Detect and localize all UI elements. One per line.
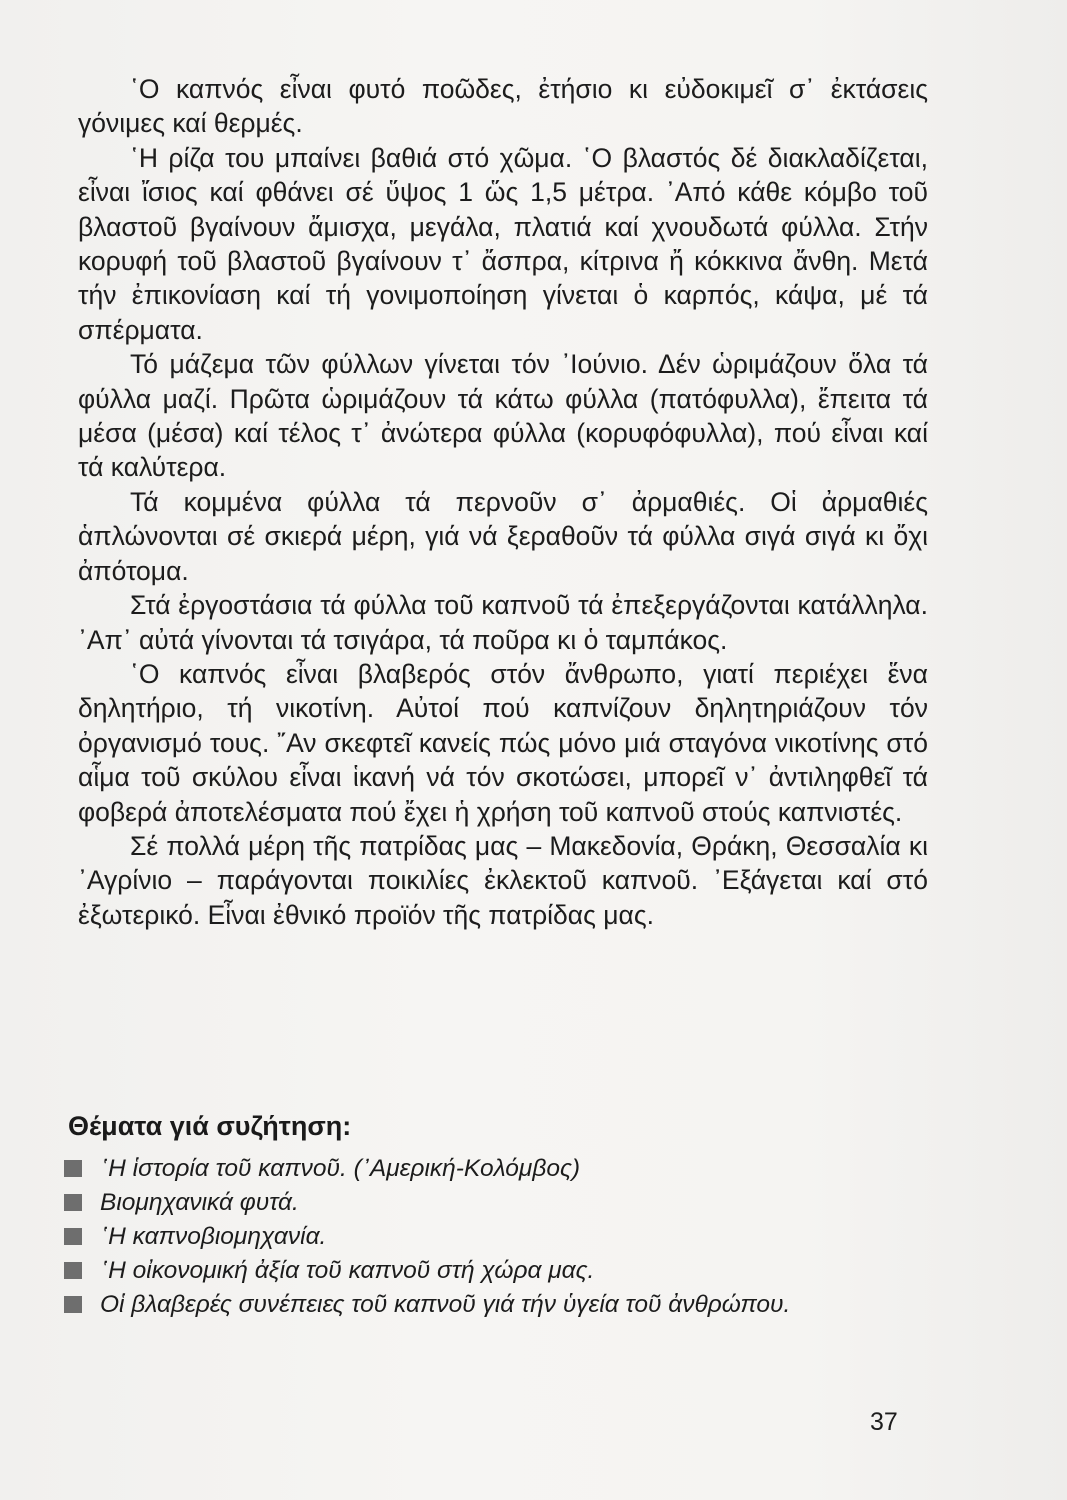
discussion-topics-list xyxy=(62,1152,922,1322)
paragraph-intro: ῾Ο καπνός εἶναι φυτό ποῶδες, ἐτήσιο κι εὐδοκιμεῖ σ᾽ ἐκτάσεις γόνιμες καί θερμές. xyxy=(78,74,928,139)
list-item xyxy=(62,1152,922,1186)
paragraph-regions: Σέ πολλά μέρη τῆς πατρίδας μας – Μακεδονία, Θράκη, Θεσσαλία κι ᾽Αγρίνιο – παράγονται ποικιλίες ἐκλεκτοῦ καπνοῦ. ᾽Εξάγεται καί στό ἐξωτερικό. Εἶναι ἐθνικό προϊόν τῆς πατρίδας μας. xyxy=(78,830,928,930)
square-bullet-icon xyxy=(64,1296,82,1313)
list-item xyxy=(62,1288,922,1322)
page-number: 37 xyxy=(870,1408,898,1436)
square-bullet-icon xyxy=(64,1262,82,1279)
list-item xyxy=(62,1254,922,1288)
paragraph-plant-description: ῾Η ρίζα του μπαίνει βαθιά στό χῶμα. ῾Ο βλαστός δέ διακλαδίζεται, εἶναι ἴσιος καί φθάνει σέ ὕψος 1 ὥς 1,5 μέτρα. ᾽Από κάθε κόμβο τοῦ βλαστοῦ βγαίνουν ἄμισχα, μεγάλα, πλατιά καί χνουδωτά φύλλα. Στήν κορυφή τοῦ βλαστοῦ βγαίνουν τ᾽ ἄσπρα, κίτρινα ἤ κόκκινα ἄνθη. Μετά τήν ἐπικονίαση καί τή γονιμοποίηση γίνεται ὁ καρπός, κάψα, μέ τά σπέρματα. xyxy=(78,142,928,345)
topic-text: Οἱ βλαβερές συνέπειες τοῦ καπνοῦ γιά τήν ὑγεία τοῦ ἀνθρώπου. xyxy=(100,1291,791,1318)
paragraph-drying: Τά κομμένα φύλλα τά περνοῦν σ᾽ ἀρμαθιές. Οἱ ἀρμαθιές ἁπλώνονται σέ σκιερά μέρη, γιά νά ξεραθοῦν τά φύλλα σιγά σιγά κι ὄχι ἀπότομα. xyxy=(78,486,928,586)
square-bullet-icon xyxy=(64,1160,82,1177)
square-bullet-icon xyxy=(64,1228,82,1245)
topic-text: Βιομηχανικά φυτά. xyxy=(100,1189,299,1216)
paragraph-harm: ῾Ο καπνός εἶναι βλαβερός στόν ἄνθρωπο, γιατί περιέχει ἕνα δηλητήριο, τή νικοτίνη. Αὐτοί πού καπνίζουν δηλητηριάζουν τόν ὀργανισμό τους. ῎Αν σκεφτεῖ κανείς πώς μόνο μιά σταγόνα νικοτίνης στό αἷμα τοῦ σκύλου εἶναι ἱκανή νά τόν σκοτώσει, μπορεῖ ν᾽ ἀντιληφθεῖ τά φοβερά ἀποτελέσματα πού ἔχει ἡ χρήση τοῦ καπνοῦ στούς καπνιστές. xyxy=(78,658,928,827)
discussion-topics-heading: Θέματα γιά συζήτηση: xyxy=(68,1111,352,1141)
square-bullet-icon xyxy=(64,1194,82,1211)
main-text xyxy=(78,72,928,932)
paragraph-processing: Στά ἐργοστάσια τά φύλλα τοῦ καπνοῦ τά ἐπεξεργάζονται κατάλληλα. ᾽Απ᾽ αὐτά γίνονται τά τσιγάρα, τά ποῦρα κι ὁ ταμπάκος. xyxy=(78,590,928,655)
topic-text: ῾Η καπνοβιομηχανία. xyxy=(100,1223,327,1250)
list-item xyxy=(62,1186,922,1220)
list-item xyxy=(62,1220,922,1254)
paragraph-harvest: Τό μάζεμα τῶν φύλλων γίνεται τόν ᾽Ιούνιο. Δέν ὡριμάζουν ὅλα τά φύλλα μαζί. Πρῶτα ὡριμάζουν τά κάτω φύλλα (πατόφυλλα), ἔπειτα τά μέσα (μέσα) καί τέλος τ᾽ ἀνώτερα φύλλα (κορυφόφυλλα), πού εἶναι καί τά καλύτερα. xyxy=(78,349,928,483)
topic-text: ῾Η οἰκονομική ἀξία τοῦ καπνοῦ στή χώρα μας. xyxy=(100,1257,595,1284)
topic-text: ῾Η ἱστορία τοῦ καπνοῦ. (᾽Αμερική-Κολόμβος) xyxy=(100,1155,581,1182)
